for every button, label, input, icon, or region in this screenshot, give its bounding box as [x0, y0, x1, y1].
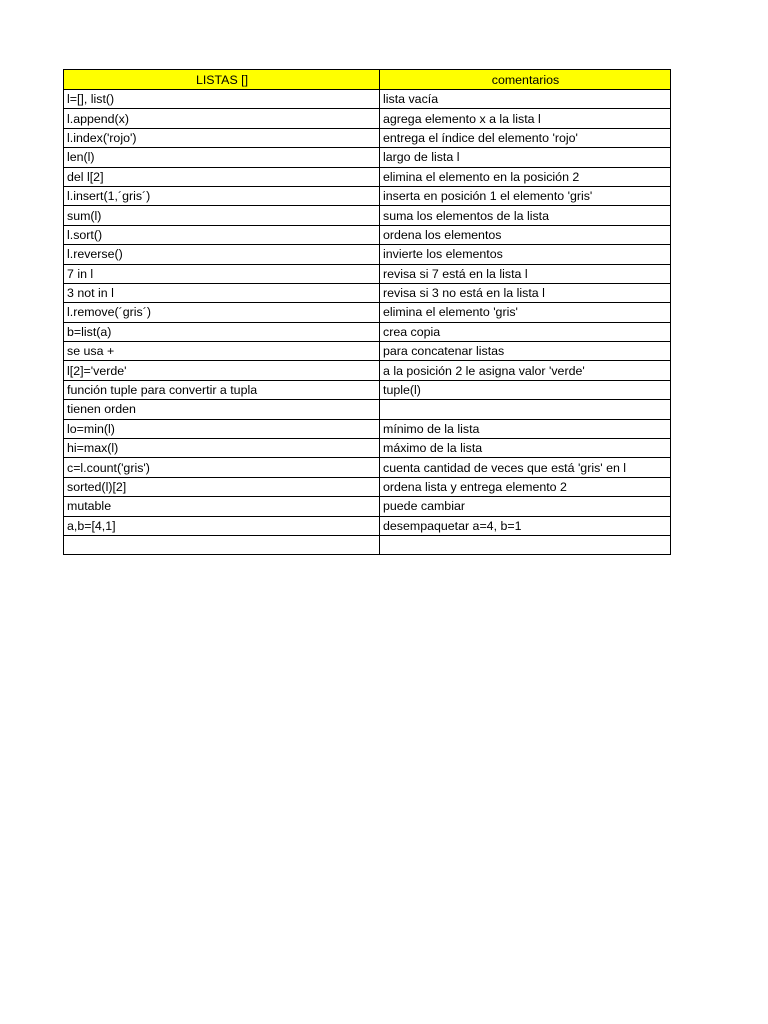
table-row [64, 419, 671, 438]
table-row [64, 186, 671, 205]
comment-cell[interactable]: revisa si 7 está en la lista l [380, 264, 671, 283]
table-row [64, 342, 671, 361]
header-row [64, 70, 671, 90]
comment-cell[interactable]: revisa si 3 no está en la lista l [380, 283, 671, 302]
code-cell[interactable]: hi=max(l) [64, 439, 380, 458]
table-row [64, 90, 671, 109]
table-body [64, 90, 671, 555]
comment-cell[interactable]: a la posición 2 le asigna valor 'verde' [380, 361, 671, 380]
header-cell-listas[interactable]: LISTAS [] [64, 70, 380, 90]
comment-cell[interactable]: lista vacía [380, 90, 671, 109]
code-cell[interactable]: a,b=[4,1] [64, 516, 380, 535]
comment-cell[interactable] [380, 535, 671, 554]
code-cell[interactable]: mutable [64, 497, 380, 516]
table-row [64, 516, 671, 535]
comment-cell[interactable]: desempaquetar a=4, b=1 [380, 516, 671, 535]
table-row [64, 128, 671, 147]
spreadsheet-sheet [63, 69, 670, 555]
code-cell[interactable]: se usa + [64, 342, 380, 361]
table-row [64, 264, 671, 283]
comment-cell[interactable]: entrega el índice del elemento 'rojo' [380, 128, 671, 147]
table-row [64, 322, 671, 341]
code-cell[interactable]: len(l) [64, 148, 380, 167]
code-cell[interactable]: tienen orden [64, 400, 380, 419]
lists-reference-table [63, 69, 671, 555]
table-row [64, 477, 671, 496]
code-cell[interactable]: l.append(x) [64, 109, 380, 128]
table-row [64, 400, 671, 419]
table-row [64, 380, 671, 399]
comment-cell[interactable]: para concatenar listas [380, 342, 671, 361]
comment-cell[interactable]: elimina el elemento en la posición 2 [380, 167, 671, 186]
table-row [64, 283, 671, 302]
code-cell[interactable]: l=[], list() [64, 90, 380, 109]
code-cell[interactable] [64, 535, 380, 554]
code-cell[interactable]: c=l.count('gris') [64, 458, 380, 477]
table-row [64, 361, 671, 380]
comment-cell[interactable]: agrega elemento x a la lista l [380, 109, 671, 128]
table-row [64, 303, 671, 322]
table-row [64, 439, 671, 458]
code-cell[interactable]: lo=min(l) [64, 419, 380, 438]
comment-cell[interactable]: mínimo de la lista [380, 419, 671, 438]
table-row [64, 148, 671, 167]
code-cell[interactable]: l.insert(1,´gris´) [64, 186, 380, 205]
code-cell[interactable]: función tuple para convertir a tupla [64, 380, 380, 399]
table-row [64, 225, 671, 244]
comment-cell[interactable] [380, 400, 671, 419]
comment-cell[interactable]: crea copia [380, 322, 671, 341]
comment-cell[interactable]: cuenta cantidad de veces que está 'gris' en l [380, 458, 671, 477]
code-cell[interactable]: l[2]='verde' [64, 361, 380, 380]
code-cell[interactable]: l.reverse() [64, 245, 380, 264]
comment-cell[interactable]: ordena lista y entrega elemento 2 [380, 477, 671, 496]
table-row [64, 535, 671, 554]
code-cell[interactable]: l.index('rojo') [64, 128, 380, 147]
code-cell[interactable]: l.sort() [64, 225, 380, 244]
comment-cell[interactable]: máximo de la lista [380, 439, 671, 458]
comment-cell[interactable]: puede cambiar [380, 497, 671, 516]
table-row [64, 458, 671, 477]
comment-cell[interactable]: inserta en posición 1 el elemento 'gris' [380, 186, 671, 205]
table-row [64, 206, 671, 225]
comment-cell[interactable]: ordena los elementos [380, 225, 671, 244]
comment-cell[interactable]: elimina el elemento 'gris' [380, 303, 671, 322]
code-cell[interactable]: b=list(a) [64, 322, 380, 341]
code-cell[interactable]: sum(l) [64, 206, 380, 225]
code-cell[interactable]: sorted(l)[2] [64, 477, 380, 496]
table-row [64, 497, 671, 516]
comment-cell[interactable]: invierte los elementos [380, 245, 671, 264]
code-cell[interactable]: del l[2] [64, 167, 380, 186]
table-row [64, 245, 671, 264]
code-cell[interactable]: 7 in l [64, 264, 380, 283]
table-row [64, 167, 671, 186]
code-cell[interactable]: 3 not in l [64, 283, 380, 302]
comment-cell[interactable]: largo de lista l [380, 148, 671, 167]
code-cell[interactable]: l.remove(´gris´) [64, 303, 380, 322]
table-row [64, 109, 671, 128]
comment-cell[interactable]: tuple(l) [380, 380, 671, 399]
header-cell-comentarios[interactable]: comentarios [380, 70, 671, 90]
comment-cell[interactable]: suma los elementos de la lista [380, 206, 671, 225]
